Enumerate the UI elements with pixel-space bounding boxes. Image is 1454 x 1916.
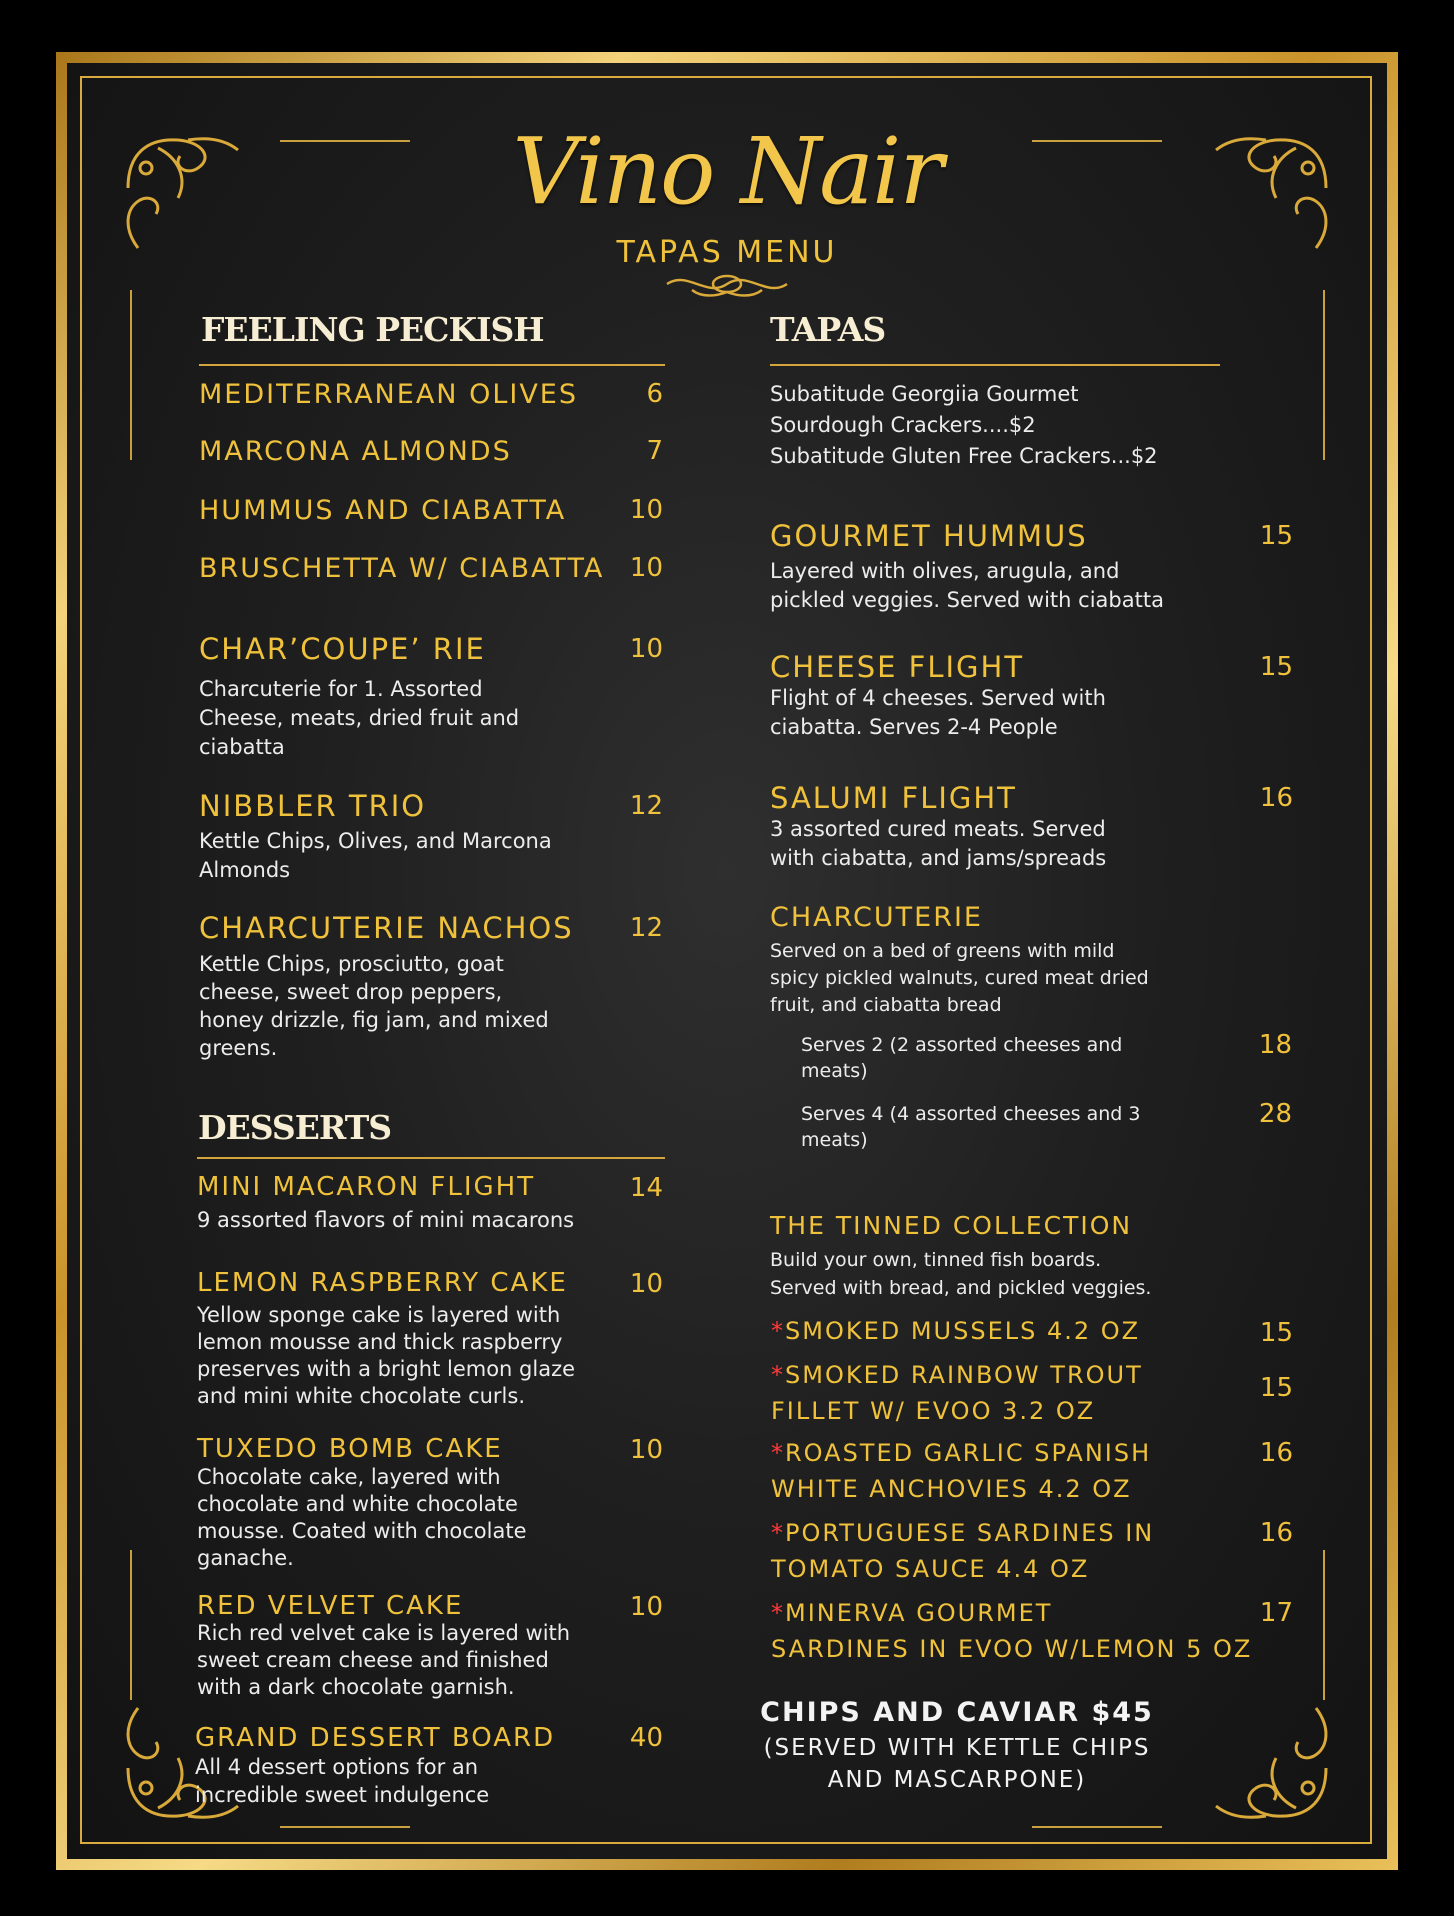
menu-item-description: Yellow sponge cake is layered with lemon mousse and thick raspberry preserves with a bright lemon glaze and mini white chocolate curls. xyxy=(197,1303,576,1408)
divider-line xyxy=(130,290,132,460)
menu-item-description: Chocolate cake, layered with chocolate and white chocolate mousse. Coated with chocolate ganache. xyxy=(197,1465,527,1570)
tinned-item: *MINERVA GOURMET SARDINES IN EVOO W/LEMON 5 OZ xyxy=(771,1599,1253,1663)
menu-item-description: Layered with olives, arugula, and pickled veggies. Served with ciabatta xyxy=(770,559,1164,612)
menu-subtitle: TAPAS MENU xyxy=(616,235,838,270)
asterisk-marker: * xyxy=(771,1439,785,1467)
menu-item-price: 15 xyxy=(1259,1318,1293,1348)
menu-item-name: CHAR’COUPE’ RIE xyxy=(199,632,486,666)
flourish-icon xyxy=(662,268,792,300)
section-rule xyxy=(770,364,1220,366)
asterisk-marker: * xyxy=(771,1599,785,1627)
menu-item-name: RED VELVET CAKE xyxy=(197,1591,464,1621)
section-title-tinned: THE TINNED COLLECTION xyxy=(770,1211,1133,1240)
menu-item-price: 10 xyxy=(629,1592,663,1622)
menu-item-name: TUXEDO BOMB CAKE xyxy=(197,1434,503,1464)
menu-item-name: CHEESE FLIGHT xyxy=(770,650,1025,684)
menu-item-price: 16 xyxy=(1259,1438,1293,1468)
menu-item-price: 16 xyxy=(1259,1518,1293,1548)
divider-line xyxy=(1032,1826,1162,1828)
corner-ornament-icon xyxy=(1206,1698,1336,1828)
menu-item-name: HUMMUS AND CIABATTA xyxy=(199,495,567,526)
menu-item-description: Kettle Chips, prosciutto, goat cheese, sweet drop peppers, honey drizzle, fig jam, and mixed greens. xyxy=(199,952,549,1060)
menu-item-price: 15 xyxy=(1259,521,1293,551)
menu-item-price: 7 xyxy=(646,436,663,466)
menu-item-description: Served on a bed of greens with mild spicy pickled walnuts, cured meat dried fruit, and ciabatta bread xyxy=(770,940,1149,1016)
menu-item-description: Flight of 4 cheeses. Served with ciabatta. Serves 2-4 People xyxy=(770,686,1106,739)
menu-item-name: MARCONA ALMONDS xyxy=(199,436,512,467)
tinned-item: *SMOKED MUSSELS 4.2 OZ xyxy=(771,1317,1141,1345)
menu-item-name: NIBBLER TRIO xyxy=(199,789,427,823)
menu-item-name: GRAND DESSERT BOARD xyxy=(195,1723,556,1753)
tinned-item: *SMOKED RAINBOW TROUT FILLET W/ EVOO 3.2 OZ xyxy=(771,1361,1143,1425)
menu-item-price: 12 xyxy=(629,791,663,821)
menu-item-name: GOURMET HUMMUS xyxy=(770,519,1088,553)
menu-item-price: 10 xyxy=(629,634,663,664)
menu-item-price: 10 xyxy=(629,1435,663,1465)
menu-item-description: All 4 dessert options for an incredible sweet indulgence xyxy=(195,1755,490,1807)
asterisk-marker: * xyxy=(771,1519,785,1547)
menu-item-price: 28 xyxy=(1258,1099,1292,1129)
menu-item-price: 12 xyxy=(629,913,663,943)
menu-item-price: 16 xyxy=(1259,783,1293,813)
section-rule xyxy=(199,364,665,366)
asterisk-marker: * xyxy=(771,1317,785,1345)
divider-line xyxy=(1323,290,1325,460)
menu-item-name: CHARCUTERIE NACHOS xyxy=(199,911,574,945)
divider-line xyxy=(1323,1550,1325,1700)
menu-item-name: BRUSCHETTA W/ CIABATTA xyxy=(199,553,605,584)
caviar-special: CHIPS AND CAVIAR $45 (SERVED WITH KETTLE CHIPS AND MASCARPONE) xyxy=(760,1697,1154,1793)
divider-line xyxy=(130,1550,132,1700)
menu-item-price: 14 xyxy=(629,1173,663,1203)
menu-item-name: CHARCUTERIE xyxy=(770,902,983,933)
menu-item-description: Kettle Chips, Olives, and Marcona Almonds xyxy=(199,829,552,882)
section-rule xyxy=(197,1157,665,1159)
menu-item-price: 15 xyxy=(1259,1373,1293,1403)
menu-item-price: 10 xyxy=(629,553,663,583)
asterisk-marker: * xyxy=(771,1361,785,1389)
section-title-feeling-peckish: FEELING PECKISH xyxy=(201,310,544,349)
menu-item-price: 10 xyxy=(629,495,663,525)
menu-item-price: 17 xyxy=(1259,1598,1293,1628)
menu-item-name: LEMON RASPBERRY CAKE xyxy=(197,1268,568,1298)
crackers-note: Subatitude Georgiia Gourmet Sourdough Crackers....$2 Subatitude Gluten Free Crackers...$2 xyxy=(770,382,1158,468)
section-title-tapas: TAPAS xyxy=(770,310,886,349)
menu-item-name: MEDITERRANEAN OLIVES xyxy=(199,379,578,410)
charcuterie-option: Serves 4 (4 assorted cheeses and 3 meats) xyxy=(801,1103,1141,1151)
tinned-item: *PORTUGUESE SARDINES IN TOMATO SAUCE 4.4 OZ xyxy=(771,1519,1155,1583)
brand-logo: Vino Nair xyxy=(512,118,942,225)
menu-item-name: SALUMI FLIGHT xyxy=(770,781,1017,815)
menu-item-price: 40 xyxy=(629,1723,663,1753)
menu-item-description: 9 assorted flavors of mini macarons xyxy=(197,1208,575,1232)
divider-line xyxy=(280,1826,410,1828)
menu-item-description: Charcuterie for 1. Assorted Cheese, meats, dried fruit and ciabatta xyxy=(199,677,520,759)
menu-item-description: Rich red velvet cake is layered with sweet cream cheese and finished with a dark chocolate garnish. xyxy=(197,1621,571,1699)
menu-item-price: 10 xyxy=(629,1269,663,1299)
tinned-item: *ROASTED GARLIC SPANISH WHITE ANCHOVIES 4.2 OZ xyxy=(771,1439,1152,1503)
menu-item-description: 3 assorted cured meats. Served with ciabatta, and jams/spreads xyxy=(770,817,1107,870)
menu-item-price: 15 xyxy=(1259,652,1293,682)
menu-item-price: 6 xyxy=(646,379,663,409)
tinned-description: Build your own, tinned fish boards. Served with bread, and pickled veggies. xyxy=(770,1249,1152,1299)
charcuterie-option: Serves 2 (2 assorted cheeses and meats) xyxy=(801,1034,1123,1082)
menu-item-price: 18 xyxy=(1258,1030,1292,1060)
menu-item-name: MINI MACARON FLIGHT xyxy=(197,1172,536,1202)
section-title-desserts: DESSERTS xyxy=(198,1108,392,1147)
